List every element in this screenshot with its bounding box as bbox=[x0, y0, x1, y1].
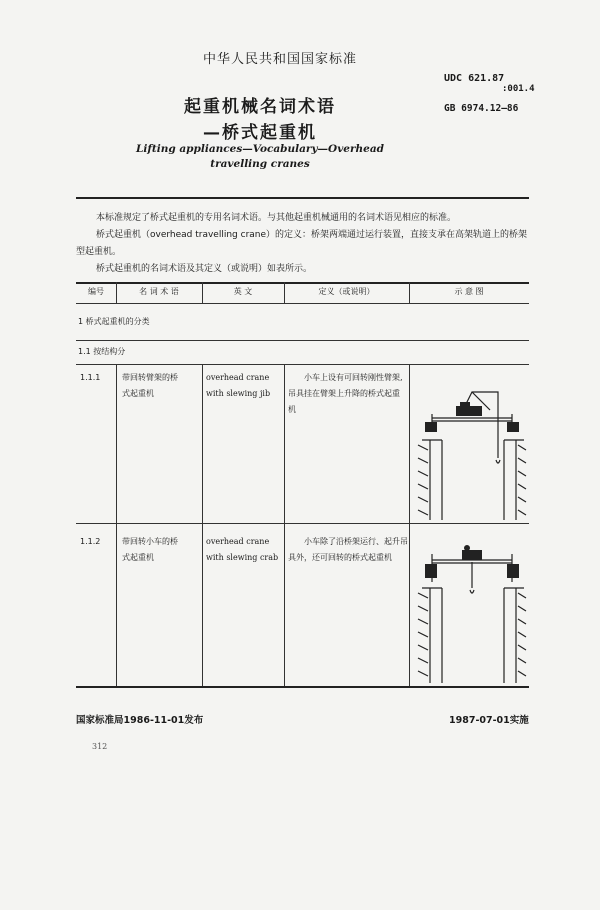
header-diagram: 示 意 图 bbox=[454, 287, 484, 296]
document-subtitle: —桥式起重机 bbox=[203, 123, 317, 143]
intro-paragraph-3: 桥式起重机的名词术语及其定义（或说明）如表所示。 bbox=[96, 264, 313, 274]
english-title-line1: Lifting appliances—Vocabulary—Overhead bbox=[136, 143, 384, 155]
section-heading: 1 桥式起重机的分类 bbox=[78, 317, 150, 326]
row-english bbox=[206, 534, 278, 566]
english-line: overhead crane bbox=[206, 373, 270, 382]
national-standard-heading: 中华人民共和国国家标准 bbox=[202, 52, 357, 67]
intro-paragraph-2: 桥式起重机（overhead travelling crane）的定义：桥架两端通过运行装置，直接支承在高架轨道上的桥架型起重机。 bbox=[76, 230, 528, 257]
term-line: 带回转小车的桥 bbox=[122, 537, 178, 546]
table-section-rule bbox=[76, 340, 529, 341]
table-subsection-rule bbox=[76, 364, 529, 365]
table-header-rule bbox=[76, 303, 529, 304]
udc-line1: UDC 621.87 bbox=[444, 73, 505, 84]
definition-line: 吊具挂在臂架上升降的桥式起重 bbox=[288, 389, 400, 398]
header-definition: 定义（或说明） bbox=[318, 287, 375, 296]
row-english bbox=[206, 370, 270, 402]
gb-number: GB 6974.12—86 bbox=[444, 103, 519, 114]
col-divider bbox=[284, 364, 285, 686]
intro-paragraph-1: 本标准规定了桥式起重机的专用名词术语。与其他起重机械通用的名词术语见相应的标准。 bbox=[96, 213, 457, 223]
term-line: 式起重机 bbox=[122, 389, 154, 398]
effective-date: 1987-07-01实施 bbox=[449, 715, 529, 726]
term-line: 式起重机 bbox=[122, 553, 154, 562]
english-line: with slewing jib bbox=[206, 389, 271, 398]
table-bottom-rule bbox=[76, 686, 529, 688]
row-definition bbox=[288, 370, 409, 418]
row-number: 1.1.2 bbox=[80, 537, 101, 546]
definition-line: 机 bbox=[288, 405, 296, 414]
col-divider bbox=[202, 364, 203, 686]
udc-line2: :001.4 bbox=[502, 84, 535, 94]
col-divider bbox=[409, 364, 410, 686]
subsection-heading: 1.1 按结构分 bbox=[78, 347, 126, 356]
slewing-crab-crane-diagram bbox=[412, 538, 528, 683]
term-line: 带回转臂架的桥 bbox=[122, 373, 178, 382]
definition-line: 小车除了沿桥架运行、起升吊 bbox=[304, 537, 408, 546]
definition-line: 小车上设有可回转刚性臂架, bbox=[304, 373, 403, 382]
english-line: overhead crane bbox=[206, 537, 270, 546]
header-term: 名 词 术 语 bbox=[139, 287, 179, 296]
document-title: 起重机械名词术语 bbox=[184, 97, 336, 117]
table-row-rule bbox=[76, 523, 529, 524]
page-number: 312 bbox=[92, 742, 108, 751]
row-term bbox=[122, 370, 178, 402]
issue-date: 国家标准局1986-11-01发布 bbox=[76, 715, 204, 726]
row-term bbox=[122, 534, 178, 566]
header-english: 英 文 bbox=[233, 287, 253, 296]
english-title-line2: travelling cranes bbox=[210, 158, 310, 170]
row-number: 1.1.1 bbox=[80, 373, 101, 382]
row-definition bbox=[288, 534, 409, 566]
col-divider bbox=[116, 364, 117, 686]
header-rule bbox=[76, 197, 529, 199]
english-line: with slewing crab bbox=[206, 553, 279, 562]
header-number: 编号 bbox=[88, 287, 104, 296]
definition-line: 具外，还可回转的桥式起重机 bbox=[288, 553, 392, 562]
slewing-jib-crane-diagram bbox=[412, 370, 528, 520]
